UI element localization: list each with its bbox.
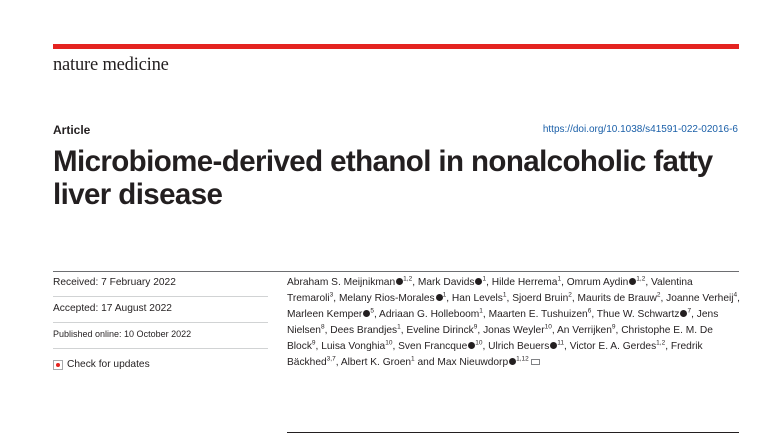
author-name[interactable]: Melany Rios-Morales bbox=[338, 293, 435, 304]
check-updates-icon bbox=[53, 360, 63, 370]
author-name[interactable]: Han Levels bbox=[451, 293, 503, 304]
author-separator: , bbox=[392, 341, 399, 352]
affiliation-marker[interactable]: 8 bbox=[320, 323, 325, 331]
author-separator: and bbox=[414, 357, 438, 368]
author-separator: , bbox=[737, 293, 740, 304]
author-name[interactable]: Abraham S. Meijnikman bbox=[287, 277, 396, 288]
affiliation-marker[interactable]: 10 bbox=[385, 339, 393, 347]
author-name[interactable]: Joanne Verheij bbox=[666, 293, 734, 304]
dates-panel bbox=[53, 271, 268, 374]
author-separator: , bbox=[412, 277, 418, 288]
author-separator: , bbox=[506, 293, 513, 304]
affiliation-marker[interactable]: 1 bbox=[479, 307, 483, 315]
author-separator: , bbox=[615, 325, 622, 336]
author-separator: , bbox=[645, 277, 651, 288]
affiliation-marker[interactable]: 1,12 bbox=[516, 355, 529, 363]
author-name[interactable]: Jens Nielsen bbox=[287, 309, 719, 336]
author-name[interactable]: Omrum Aydin bbox=[566, 277, 629, 288]
author-separator: , bbox=[561, 277, 567, 288]
abstract-divider bbox=[287, 432, 739, 433]
author-separator: , bbox=[324, 325, 331, 336]
affiliation-marker[interactable]: 1,2 bbox=[656, 339, 666, 347]
check-updates-button[interactable] bbox=[53, 349, 268, 374]
author-list bbox=[287, 275, 742, 371]
check-updates-label: Check for updates bbox=[67, 359, 150, 370]
author-name[interactable]: Sjoerd Bruin bbox=[512, 293, 569, 304]
affiliation-marker[interactable]: 1 bbox=[442, 291, 447, 299]
published-date: Published online: 10 October 2022 bbox=[53, 323, 268, 349]
email-icon[interactable] bbox=[531, 359, 540, 365]
affiliation-marker[interactable]: 6 bbox=[587, 307, 592, 315]
author-separator: , bbox=[335, 357, 341, 368]
author-name[interactable]: Fredrik Bäckhed bbox=[287, 341, 703, 368]
author-separator: , bbox=[591, 309, 597, 320]
author-separator: , bbox=[400, 325, 407, 336]
article-type-label: Article bbox=[53, 123, 91, 137]
affiliation-marker[interactable]: 3,7 bbox=[326, 355, 336, 363]
author-separator: , bbox=[315, 341, 322, 352]
author-name[interactable]: Christophe E. M. De Block bbox=[287, 325, 713, 352]
author-separator: , bbox=[660, 293, 667, 304]
orcid-icon[interactable] bbox=[436, 294, 443, 301]
author-name[interactable]: Maarten E. Tushuizen bbox=[488, 309, 588, 320]
author-name[interactable]: Valentina Tremaroli bbox=[287, 277, 693, 304]
author-separator: , bbox=[564, 341, 570, 352]
author-separator: , bbox=[571, 293, 578, 304]
author-name[interactable]: Maurits de Brauw bbox=[577, 293, 657, 304]
author-name[interactable]: Max Nieuwdorp bbox=[437, 357, 509, 368]
author-separator: , bbox=[482, 309, 489, 320]
affiliation-marker[interactable]: 1,2 bbox=[636, 275, 646, 283]
author-name[interactable]: Thue W. Schwartz bbox=[596, 309, 680, 320]
affiliation-marker[interactable]: 5 bbox=[370, 307, 374, 315]
affiliation-marker[interactable]: 9 bbox=[311, 339, 316, 347]
author-separator: , bbox=[482, 341, 489, 352]
author-name[interactable]: Victor E. A. Gerdes bbox=[569, 341, 657, 352]
journal-name[interactable]: nature medicine bbox=[53, 55, 169, 75]
author-name[interactable]: Dees Brandjes bbox=[330, 325, 398, 336]
affiliation-marker[interactable]: 1 bbox=[482, 275, 487, 283]
affiliation-marker[interactable]: 1 bbox=[502, 291, 507, 299]
author-name[interactable]: Luisa Vonghia bbox=[321, 341, 386, 352]
author-name[interactable]: Adriaan G. Holleboom bbox=[379, 309, 480, 320]
author-name[interactable]: Eveline Dirinck bbox=[406, 325, 474, 336]
author-name[interactable]: Ulrich Beuers bbox=[488, 341, 550, 352]
author-separator: , bbox=[477, 325, 484, 336]
affiliation-marker[interactable]: 2 bbox=[568, 291, 572, 299]
affiliation-marker[interactable]: 4 bbox=[733, 291, 738, 299]
affiliation-marker[interactable]: 3 bbox=[329, 291, 334, 299]
author-separator: , bbox=[373, 309, 380, 320]
affiliation-marker[interactable]: 10 bbox=[475, 339, 483, 347]
received-date: Received: 7 February 2022 bbox=[53, 271, 268, 297]
author-separator: , bbox=[486, 277, 492, 288]
author-separator: , bbox=[333, 293, 339, 304]
author-separator: , bbox=[691, 309, 697, 320]
affiliation-marker[interactable]: 10 bbox=[544, 323, 552, 331]
affiliation-marker[interactable]: 2 bbox=[656, 291, 661, 299]
affiliation-marker[interactable]: 1 bbox=[411, 355, 415, 363]
author-separator: , bbox=[665, 341, 671, 352]
author-name[interactable]: Sven Francque bbox=[398, 341, 468, 352]
affiliation-marker[interactable]: 7 bbox=[687, 307, 692, 315]
affiliation-marker[interactable]: 9 bbox=[473, 323, 478, 331]
accepted-date: Accepted: 17 August 2022 bbox=[53, 297, 268, 323]
header-accent-bar bbox=[53, 44, 739, 49]
author-name[interactable]: Marleen Kemper bbox=[287, 309, 363, 320]
author-name[interactable]: Albert K. Groen bbox=[340, 357, 412, 368]
affiliation-marker[interactable]: 1 bbox=[397, 323, 401, 331]
author-name[interactable]: Hilde Herrema bbox=[491, 277, 558, 288]
author-name[interactable]: Mark Davids bbox=[417, 277, 475, 288]
author-separator: , bbox=[446, 293, 452, 304]
doi-link[interactable]: https://doi.org/10.1038/s41591-022-02016-6 bbox=[542, 124, 738, 135]
author-name[interactable]: Jonas Weyler bbox=[483, 325, 545, 336]
affiliation-marker[interactable]: 11 bbox=[557, 339, 565, 347]
article-title: Microbiome-derived ethanol in nonalcoholic fatty liver disease bbox=[53, 145, 713, 211]
author-separator: , bbox=[551, 325, 557, 336]
affiliation-marker[interactable]: 1 bbox=[557, 275, 562, 283]
author-name[interactable]: An Verrijken bbox=[556, 325, 612, 336]
affiliation-marker[interactable]: 1,2 bbox=[403, 275, 413, 283]
affiliation-marker[interactable]: 9 bbox=[611, 323, 616, 331]
